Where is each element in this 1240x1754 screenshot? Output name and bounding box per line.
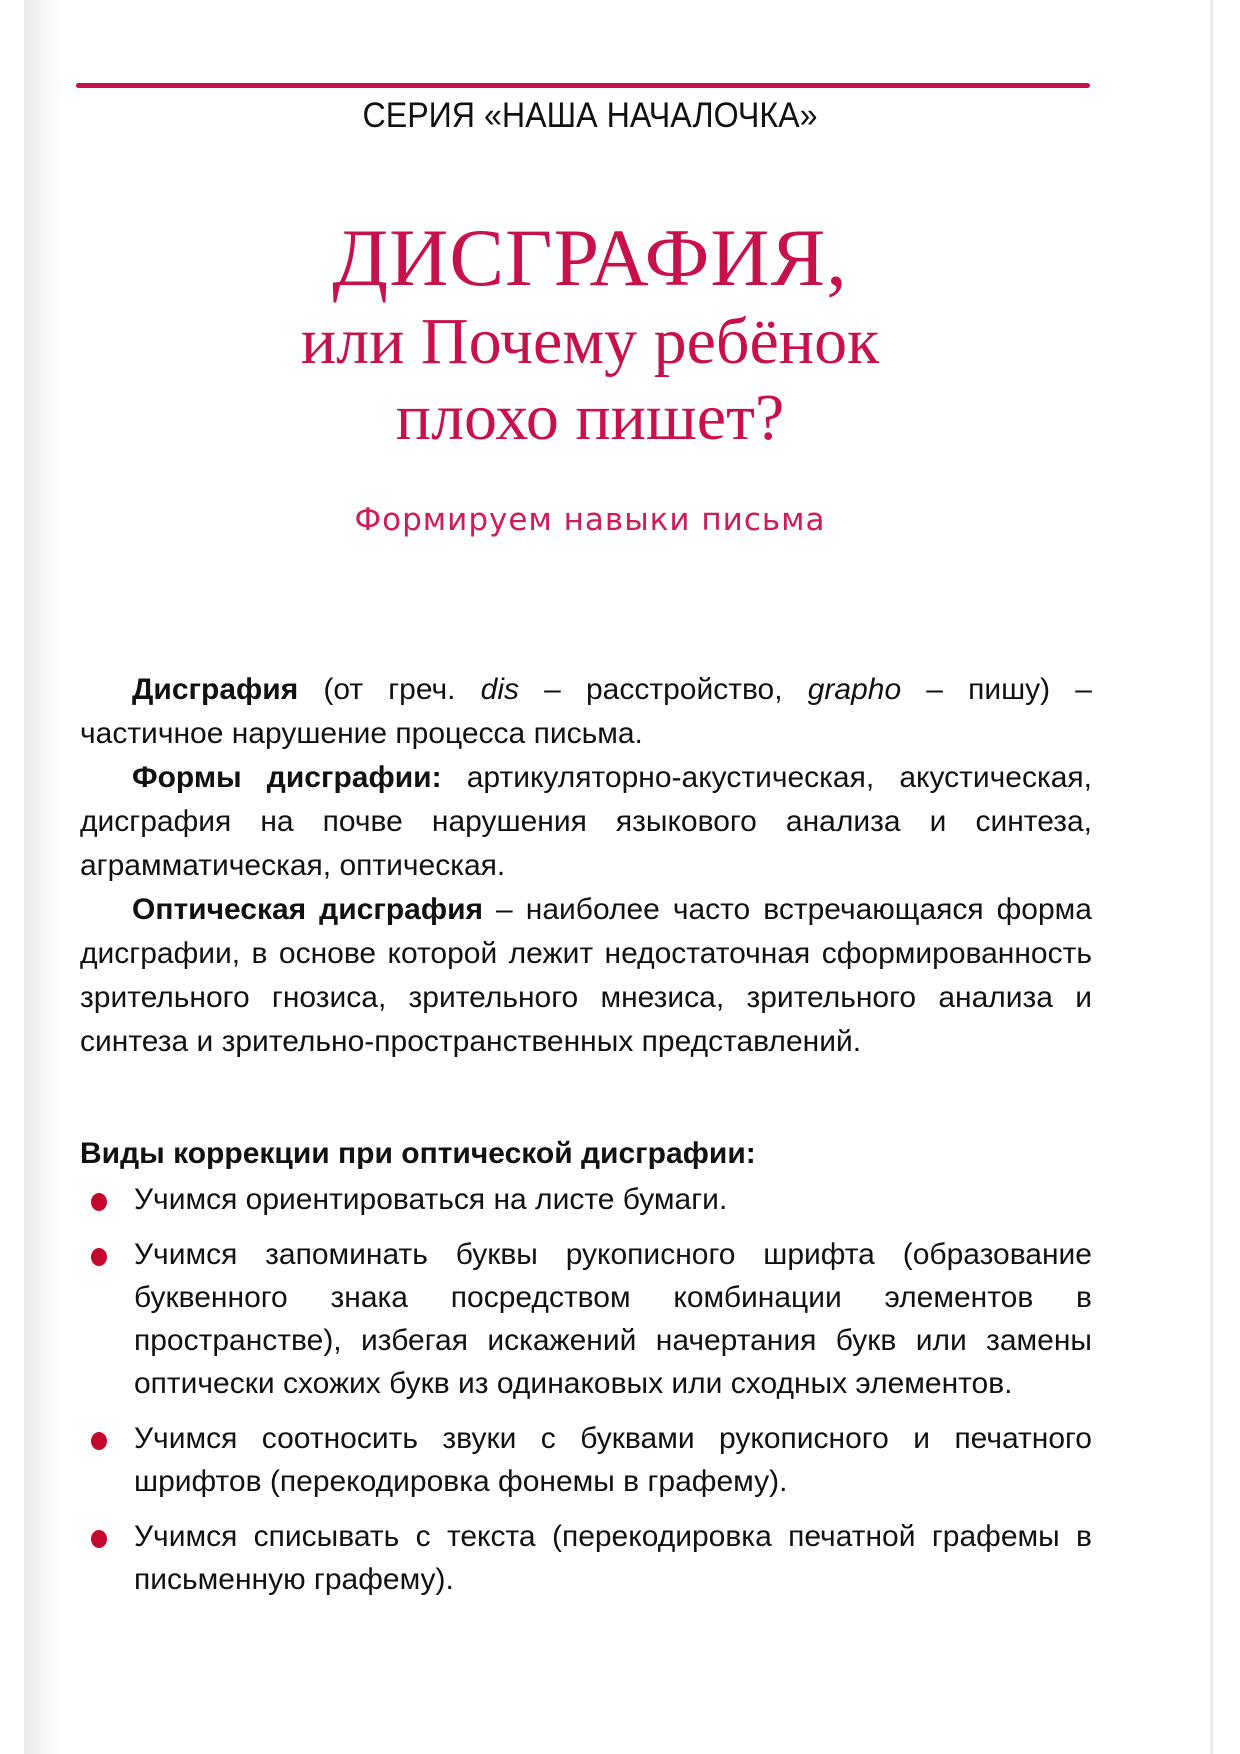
list-item [80, 1233, 1092, 1405]
list-item [80, 1417, 1092, 1503]
title-main: ДИСГРАФИЯ, [332, 212, 848, 303]
forms-text: артикуляторно-акустическая, акустическая, дисграфия на почве нарушения языкового анализа и синтеза, аграмматическая, оптическая. [80, 761, 1092, 882]
definition-text: – расстройство, [519, 673, 808, 706]
list-item-text: Учимся запоминать буквы рукописного шрифта (образование буквенного знака посредством комбинации элементов в пространстве), избегая искажений начертания букв или замены оптически схожих букв из одинаковых или сходных элементов. [134, 1238, 1092, 1400]
list-item-text: Учимся соотносить звуки с буквами рукописного и печатного шрифтов (перекодировка фонемы в графему). [134, 1422, 1092, 1498]
bullet-dot-icon [91, 1193, 107, 1211]
definition-text: – пишу) – частичное нарушение процесса письма. [80, 673, 1092, 750]
intro-text [80, 668, 1092, 1064]
list-item [80, 1515, 1092, 1601]
paragraph-forms [80, 756, 1092, 888]
term-forms: Формы дисграфии: [132, 761, 442, 794]
title-line-2: или Почему ребёнок [300, 305, 880, 378]
greek-grapho: grapho [807, 673, 902, 706]
paragraph-definition [80, 668, 1092, 756]
book-title [0, 212, 1180, 456]
header-rule [76, 83, 1090, 88]
subtitle-tagline: Формируем навыки письма [354, 502, 826, 538]
list-item [80, 1178, 1092, 1221]
paragraph-optical [80, 888, 1092, 1064]
list-item-text: Учимся ориентироваться на листе бумаги. [134, 1183, 728, 1216]
list-item-text: Учимся списывать с текста (перекодировка печатной графемы в письменную графему). [134, 1520, 1092, 1596]
greek-dis: dis [480, 673, 520, 706]
term-optical: Оптическая дисграфия [132, 893, 484, 926]
optical-text: – наиболее часто встречающаяся форма дисграфии, в основе которой лежит недостаточная сформированность зрительного гнозиса, зрительного мнезиса, зрительного анализа и синтеза и зрительно-пространственных представлений. [80, 893, 1092, 1058]
bullet-dot-icon [91, 1432, 107, 1450]
term-dysgraphia: Дисграфия [132, 673, 299, 706]
title-line-3: плохо пишет? [395, 381, 785, 454]
corrections-list [80, 1178, 1092, 1613]
series-title: СЕРИЯ «НАША НАЧАЛОЧКА» [362, 96, 818, 135]
bullet-dot-icon [91, 1530, 107, 1548]
corrections-heading: Виды коррекции при оптической дисграфии: [80, 1137, 756, 1170]
bullet-dot-icon [91, 1248, 107, 1266]
page-edge-line [1210, 0, 1213, 1754]
definition-text: (от греч. [298, 673, 481, 706]
